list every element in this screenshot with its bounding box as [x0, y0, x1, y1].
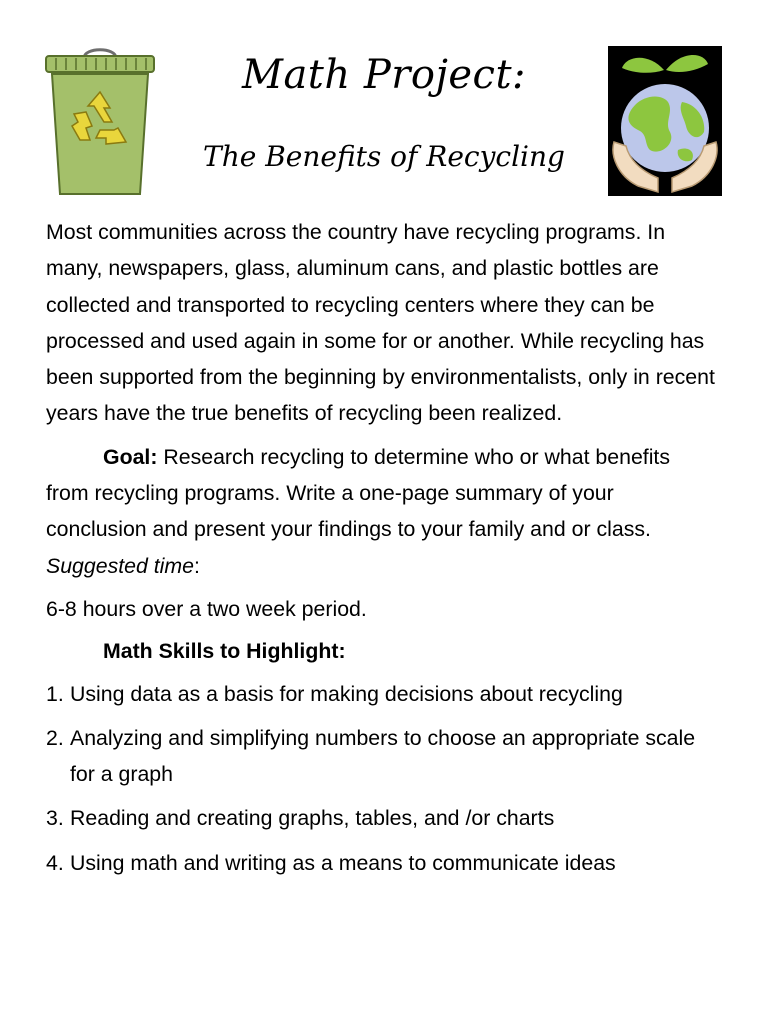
goal-text: Research recycling to determine who or what benefits from recycling programs. Write a one-page summary of your conclusion and present your findings to your family and or class.: [46, 444, 670, 542]
skill-text: Using math and writing as a means to communicate ideas: [70, 850, 616, 875]
skill-text: Reading and creating graphs, tables, and /or charts: [70, 806, 555, 831]
skill-text: Using data as a basis for making decisions about recycling: [70, 681, 623, 706]
earth-in-hands-icon: [608, 46, 722, 196]
skill-number: 4.: [46, 850, 64, 875]
skill-number: 3.: [46, 806, 64, 831]
skills-heading: Math Skills to Highlight:: [103, 639, 346, 664]
suggested-time-label: Suggested time: [46, 553, 194, 578]
duration-text: 6-8 hours over a two week period.: [46, 596, 367, 621]
goal-label: Goal:: [103, 444, 158, 469]
skill-text: Analyzing and simplifying numbers to choose an appropriate scale for a graph: [70, 725, 696, 787]
skills-list: [46, 676, 718, 881]
page-subtitle: The Benefits of Recycling: [203, 140, 565, 173]
suggested-time-colon: :: [194, 553, 200, 578]
skill-number: 2.: [46, 725, 64, 750]
intro-paragraph: Most communities across the country have recycling programs. In many, newspapers, glass, aluminum cans, and plastic bottles are collected and transported to recycling centers where they can be processed and used again in some for or another. While recycling has been supported from the beginning by environmentalists, only in recent years have the true benefits of recycling been realized.: [46, 220, 715, 426]
skills-list-item: [46, 676, 718, 712]
skills-list-item: [46, 720, 718, 793]
skills-list-item: [46, 800, 718, 836]
page-title: Math Project:: [242, 52, 526, 98]
skill-number: 1.: [46, 681, 64, 706]
goal-paragraph: [46, 439, 718, 584]
skills-list-item: [46, 845, 718, 881]
document-body: [46, 214, 718, 889]
